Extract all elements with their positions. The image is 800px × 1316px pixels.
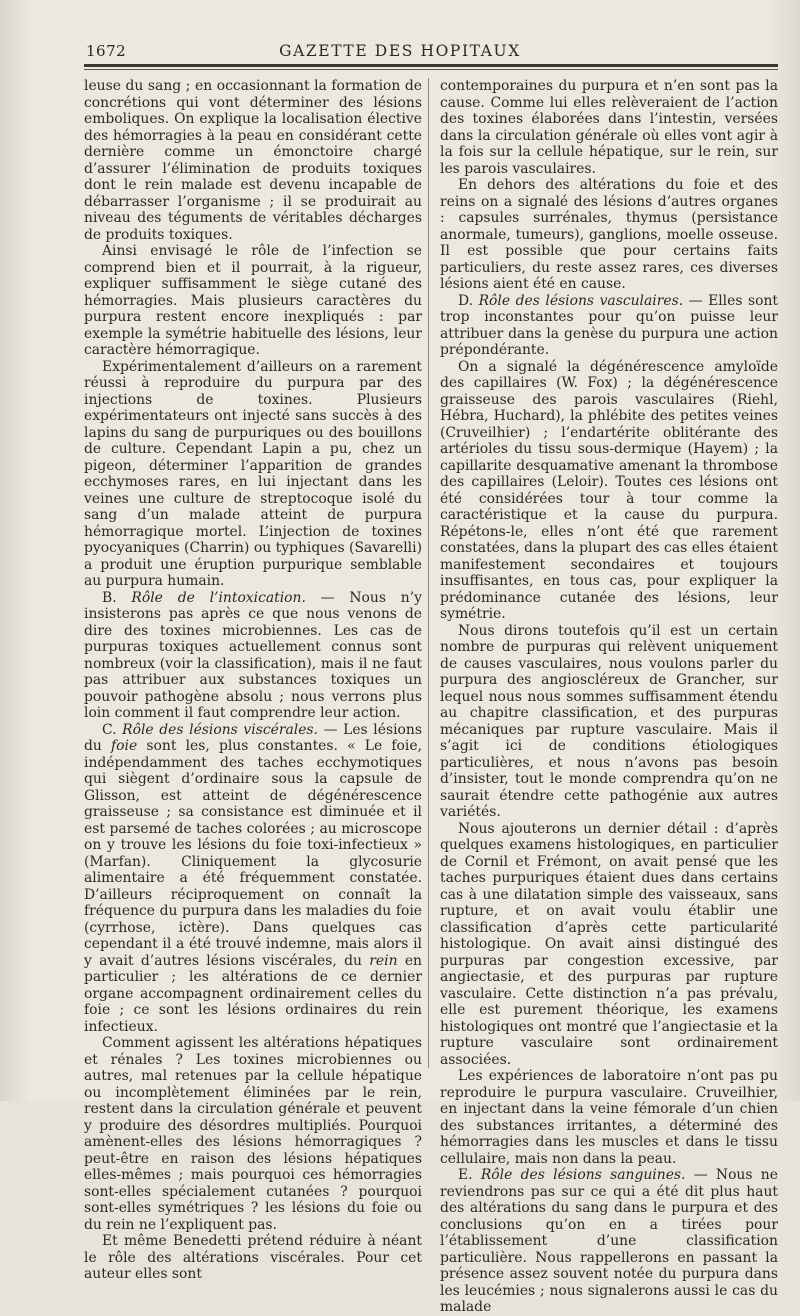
section-heading: Rôle des lésions viscérales.	[122, 721, 318, 738]
paragraph: Nous dirons toutefois qu’il est un certain nombre de purpuras qui relèvent uniquement de causes vasculaires, nous voulons parler du purpura des angioscléreux de Grancher, sur lequel nous nous sommes suffisamment étendu au chapitre classification, et des purpuras mécaniques par rupture vasculaire. Mais il s’agit ici de conditions étiologiques particulières, et nous n’avons pas besoin d’insister, tout le monde comprendra qu’on ne saurait étendre cette pathogénie aux autres variétés.	[440, 622, 778, 820]
section-paragraph-b	[84, 590, 422, 722]
paragraph: leuse du sang ; en occasionnant la formation de concrétions qui vont déterminer des lésions emboliques. On explique la localisation élective des hémorragies à la peau en considérant cette dernière comme un émonctoire chargé d’assurer l’élimination de produits toxiques dont le rein malade est devenu incapable de débarrasser l’organisme ; il se produirait au niveau des téguments de véritables décharges de produits toxiques.	[84, 78, 422, 243]
page-number: 1672	[86, 42, 127, 60]
section-paragraph-d	[440, 293, 778, 359]
paragraph: contemporaines du purpura et n’en sont pas la cause. Comme lui elles relèveraient de l’action des toxines élaborées dans l’intestin, versées dans la circulation générale où elles vont agir à la fois sur la cellule hépatique, sur le rein, sur les parois vasculaires.	[440, 78, 778, 177]
section-letter: E.	[458, 1167, 481, 1183]
section-paragraph-c	[84, 722, 422, 1036]
paragraph: Ainsi envisagé le rôle de l’infection se comprend bien et il pourrait, à la rigueur, expliquer suffisamment le siège cutané des hémorragies. Mais plusieurs caractères du purpura restent encore inexpliqués : par exemple la symétrie habituelle des lésions, leur caractère hémorragique.	[84, 243, 422, 358]
header-rule-thin	[84, 69, 778, 70]
left-column	[84, 78, 422, 1283]
section-letter: D.	[458, 292, 479, 309]
paragraph: En dehors des altérations du foie et des reins on a signalé des lésions d’autres organes : capsules surrénales, thymus (persistance anormale, tumeurs), ganglions, moelle osseuse. Il est possible que pour certains faits particuliers, du reste assez rares, ces diverses lésions aient été en cause.	[440, 177, 778, 292]
section-text: — Elles sont trop inconstantes pour qu’on puisse leur attribuer dans la genèse du purpura une action prépondérante.	[440, 292, 779, 358]
paragraph: On a signalé la dégénérescence amyloïde des capillaires (W. Fox) ; la dégénérescence graisseuse des parois vasculaires (Riehl, Hébra, Huchard), la phlébite des petites veines (Cruveilhier) ; l’endartérite oblitérante des artérioles du tissu sous-dermique (Hayem) ; la capillarite desquamative amenant la thrombose des capillaires (Leloir). Toutes ces lésions ont été considérées tour à tour comme la caractéristique et la cause du purpura. Répétons-le, elles n’ont été que rarement constatées, dans la plupart des cas elles étaient manifestement secondaires et toujours insuffisantes, en tous cas, pour expliquer la prédominance cutanée des lésions, leur symétrie.	[440, 358, 778, 622]
section-text: — Nous ne reviendrons pas sur ce qui a été dit plus haut des altérations du sang dans le purpura et des conclusions qu’on en a tirées pour l’établissement d’une classification particulière. Nous rappellerons en passant la présence assez souvent notée du purpura dans les leucémies ; nous signalerons aussi le cas du malade	[440, 1167, 778, 1315]
emphasis-word: foie	[111, 738, 138, 754]
section-heading: Rôle des lésions sanguines.	[480, 1167, 686, 1183]
section-heading: Rôle des lésions vasculaires.	[478, 292, 684, 309]
paragraph: Les expériences de laboratoire n’ont pas pu reproduire le purpura vasculaire. Cruveilhier, en injectant dans la veine fémorale d’un chien des substances irritantes, a déterminé des hémorragies dans les muscles et dans le tissu cellulaire, mais non dans la peau.	[440, 1068, 778, 1167]
running-head-title: GAZETTE DES HOPITAUX	[279, 42, 521, 60]
paragraph: Comment agissent les altérations hépatiques et rénales ? Les toxines microbiennes ou autres, mal retenues par la cellule hépatique ou incomplètement éliminées par le rein, restent dans la circulation générale et peuvent y produire des désordres multipliés. Pourquoi amènent-elles des lésions hémorragiques ? peut-être en raison des lésions hépatiques elles-mêmes ; mais pourquoi ces hémorragies sont-elles spécialement cutanées ? pourquoi sont-elles symétriques ? les lésions du foie ou du rein ne l’expliquent pas.	[84, 1035, 422, 1233]
section-text: — Nous n’y insisterons pas après ce que nous venons de dire des toxines microbiennes. Les cas de purpuras toxiques actuellement connus sont nombreux (voir la classification), mais il ne faut pas attribuer aux substances toxiques un pouvoir pathogène absolu ; nous verrons plus loin comment il faut comprendre leur action.	[84, 589, 422, 721]
section-heading: Rôle de l’intoxication.	[131, 589, 306, 606]
emphasis-word: rein	[369, 952, 398, 969]
section-text: — Les lésions du	[84, 721, 422, 754]
paragraph: Et même Benedetti prétend réduire à néant le rôle des altérations viscérales. Pour cet auteur elles sont	[84, 1233, 422, 1282]
paragraph: Expérimentalement d’ailleurs on a rarement réussi à reproduire du purpura par des injections de toxines. Plusieurs expérimentateurs ont injecté sans succès à des lapins du sang de purpuriques ou des bouillons de culture. Cependant Lapin a pu, chez un pigeon, déterminer l’apparition de grandes ecchymoses rares, en lui injectant dans les veines une culture de streptocoque isolé du sang d’un malade atteint de purpura hémorragique mortel. L’injection de toxines pyocyaniques (Charrin) ou typhiques (Savarelli) a produit une éruption purpurique semblable au purpura humain.	[84, 358, 422, 589]
section-text: en particulier ; les altérations de ce dernier organe accompagnent ordinairement celles du foie ; ce sont les lésions ordinaires du rein infectieux.	[84, 952, 423, 1035]
section-letter: C.	[102, 721, 123, 738]
column-divider	[428, 78, 429, 1068]
right-column	[440, 78, 778, 1316]
section-text: sont les, plus constantes. « Le foie, indépendamment des taches ecchymotiques qui siègent d’ordinaire sous la capsule de Glisson, est atteint de dégénérescence graisseuse ; sa consistance est diminuée et il est parsemé de taches colorées ; au microscope on y trouve les lésions du foie toxi-infectieux » (Marfan). Cliniquement la glycosurie alimentaire a été fréquemment constatée. D’ailleurs réciproquement on connaît la fréquence du purpura dans les maladies du foie (cyrrhose, ictère). Dans quelques cas cependant il a été trouvé indemne, mais alors il y avait d’autres lésions viscérales, du	[84, 738, 422, 969]
section-paragraph-e	[440, 1167, 778, 1316]
header-rule-thick	[84, 64, 778, 67]
paragraph: Nous ajouterons un dernier détail : d’après quelques examens histologiques, en particulier de Cornil et Frémont, on avait pensé que les taches purpuriques étaient dues dans certains cas à une dilatation simple des vaisseaux, sans rupture, et on avait voulu établir une classification d’après cette particularité histologique. On avait ainsi distingué des purpuras par congestion excessive, par angiectasie, et des purpuras par rupture vasculaire. Cette distinction n’a pas prévalu, elle est purement théorique, les examens histologiques ont montré que l’angiectasie et la rupture vasculaire sont ordinairement associées.	[440, 820, 778, 1068]
section-letter: B.	[102, 589, 132, 606]
